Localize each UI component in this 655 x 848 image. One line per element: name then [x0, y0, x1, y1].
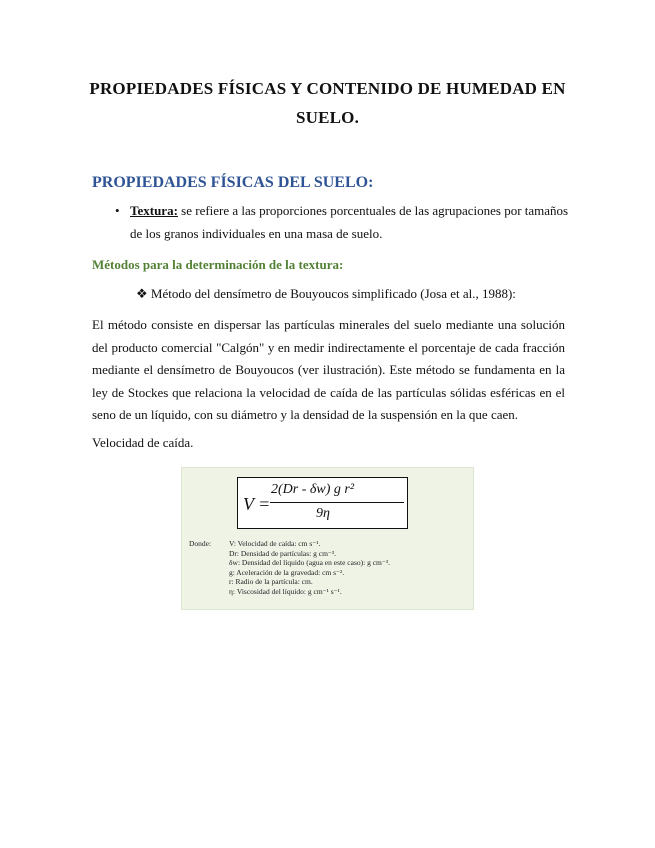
- legend-item: Dr: Densidad de partículas: g cm⁻³.: [229, 548, 337, 558]
- legend-item: V: Velocidad de caída: cm s⁻¹.: [229, 539, 321, 548]
- method-item: [136, 285, 516, 303]
- formula-figure: [181, 467, 474, 610]
- bullet-term: Textura:: [130, 203, 178, 218]
- title-line-1: PROPIEDADES FÍSICAS Y CONTENIDO DE HUMEDAD EN: [89, 79, 566, 98]
- title-line-2: SUELO.: [295, 108, 360, 127]
- legend-label: Donde:: [189, 539, 212, 548]
- method-text: Método del densímetro de Bouyoucos simplificado (Josa et al., 1988):: [147, 286, 516, 301]
- figure-caption: Velocidad de caída.: [92, 435, 194, 450]
- diamond-bullet-icon: ❖: [136, 286, 148, 301]
- bullet-marker: •: [115, 203, 120, 218]
- bullet-definition: se refiere a las proporciones porcentuales de las agrupaciones por tamaños de los granos individuales en una masa de suelo.: [130, 203, 569, 241]
- methods-subheading: Métodos para la determinación de la textura:: [92, 257, 344, 272]
- formula-numerator: 2(Dr - δw) g r²: [271, 482, 355, 497]
- formula-box: [237, 477, 408, 529]
- bullet-item-textura: [130, 199, 570, 245]
- legend-items: [229, 539, 390, 597]
- formula-denominator: 9η: [316, 506, 330, 521]
- bullet-list: [92, 199, 570, 245]
- legend-item: η: Viscosidad del líquido: g cm⁻¹ s⁻¹.: [229, 586, 342, 596]
- document-title: [80, 74, 575, 132]
- fraction-bar: [270, 502, 404, 503]
- legend-item: r: Radio de la partícula: cm.: [229, 577, 313, 587]
- formula-lhs: V =: [243, 494, 271, 514]
- section-heading: PROPIEDADES FÍSICAS DEL SUELO:: [92, 174, 374, 191]
- legend-item: g: Aceleración de la gravedad: cm s⁻².: [229, 567, 345, 577]
- method-paragraph: El método consiste en dispersar las partículas minerales del suelo mediante una solución del producto comercial "Calgón" y en medir indirectamente el porcentaje de cada fracción mediante el densímetro de Bouyoucos (ver ilustración). Este método se fundamenta en la ley de Stockes que relaciona la velocidad de caída de las partículas sólidas esféricas en el seno de un líquido, con su diámetro y la densidad de la suspensión en la que caen.: [92, 317, 565, 422]
- legend-item: δw: Densidad del líquido (agua en este caso): g cm⁻³.: [229, 558, 390, 568]
